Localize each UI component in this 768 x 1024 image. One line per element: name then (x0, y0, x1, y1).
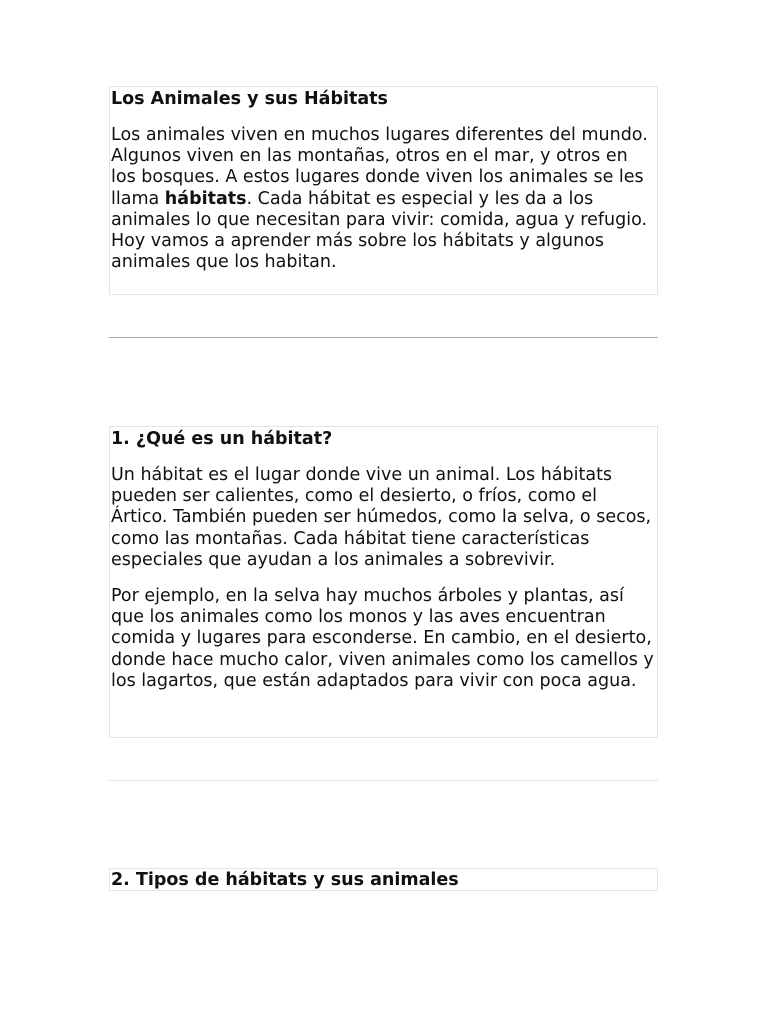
document-title: Los Animales y sus Hábitats (111, 89, 388, 109)
paragraph: Por ejemplo, en la selva hay muchos árboles y plantas, así que los animales como los monos y las aves encuentran comida y lugares para esconderse. En cambio, en el desierto, donde hace mucho calor, viven animales como los camellos y los lagartos, que están adaptados para vivir con poca agua. (111, 586, 654, 691)
section-what-is-habitat (109, 426, 658, 738)
habitats-bold-term: hábitats (164, 188, 247, 209)
paragraph: Un hábitat es el lugar donde vive un animal. Los hábitats pueden ser calientes, como el desierto, o fríos, como el Ártico. También pueden ser húmedos, como la selva, o secos, como las montañas. Cada hábitat tiene características especiales que ayudan a los animales a sobrevivir. (111, 465, 652, 570)
section-divider (109, 337, 658, 338)
section-divider (109, 780, 658, 781)
intro-text-before: Los animales viven en muchos lugares diferentes del mundo. Algunos viven en las montañas, otros en el mar, y otros en los bosques. A estos lugares donde viven los animales se les llama (111, 125, 648, 209)
section-heading: 2. Tipos de hábitats y sus animales (111, 870, 459, 890)
intro-section (109, 86, 658, 295)
section-habitat-types (109, 868, 658, 891)
intro-paragraph (111, 125, 656, 273)
intro-text-after: . Cada hábitat es especial y les da a los animales lo que necesitan para vivir: comida, agua y refugio. Hoy vamos a aprender más sobre los hábitats y algunos animales que los habitan. (111, 188, 648, 273)
section-heading: 1. ¿Qué es un hábitat? (111, 429, 333, 449)
